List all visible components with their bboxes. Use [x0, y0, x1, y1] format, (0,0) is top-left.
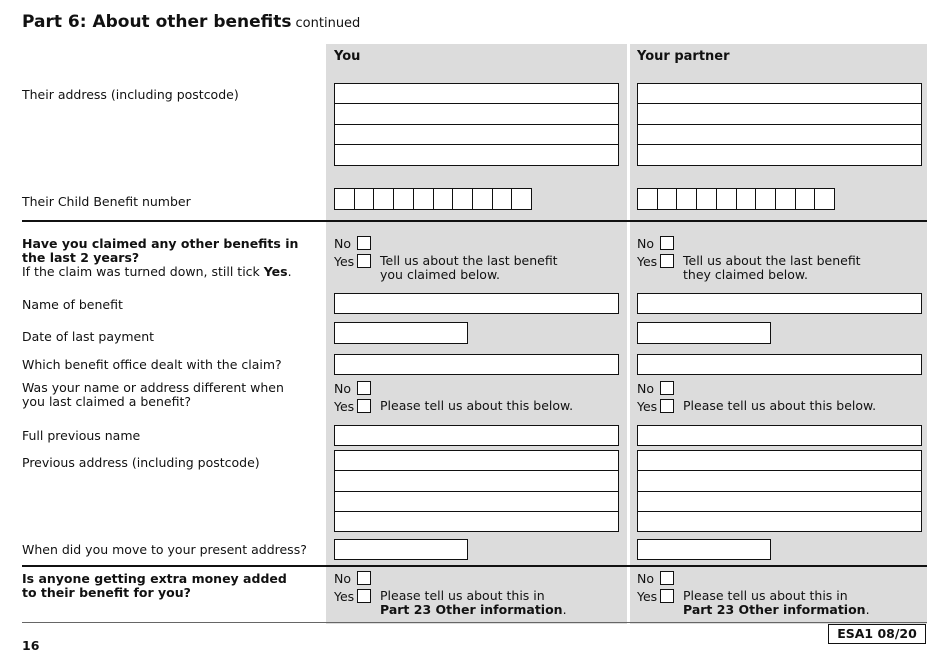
- note-line: Please tell us about this in: [380, 588, 545, 603]
- you-extra-no-option[interactable]: [334, 571, 380, 586]
- partner-claimed-yes-checkbox[interactable]: [660, 254, 674, 268]
- you-name-of-benefit-input[interactable]: [334, 293, 619, 314]
- partner-claimed-yes-option[interactable]: [637, 254, 861, 282]
- char-cell[interactable]: [433, 188, 454, 210]
- char-cell[interactable]: [472, 188, 493, 210]
- you-name-diff-note: Please tell us about this below.: [380, 398, 574, 413]
- no-label: No: [334, 571, 351, 586]
- char-cell[interactable]: [657, 188, 678, 210]
- you-benefit-office-input[interactable]: [334, 354, 619, 375]
- note-line: Tell us about the last benefit: [683, 253, 861, 268]
- partner-prev-address-line: [637, 491, 922, 492]
- you-claimed-no-option[interactable]: [334, 236, 380, 251]
- char-cell[interactable]: [696, 188, 717, 210]
- note-period: .: [865, 602, 870, 617]
- yes-label: Yes: [334, 589, 355, 604]
- note-period: .: [562, 602, 567, 617]
- you-child-benefit-number-field[interactable]: [334, 188, 531, 210]
- name-of-benefit-label: Name of benefit: [22, 297, 123, 312]
- date-last-payment-label: Date of last payment: [22, 329, 155, 344]
- you-extra-no-checkbox[interactable]: [357, 571, 371, 585]
- partner-prev-address-line: [637, 470, 922, 471]
- partner-extra-note: [683, 589, 870, 617]
- benefit-office-label: Which benefit office dealt with the claim?: [22, 357, 282, 372]
- part23-ref: Part 23 Other information: [683, 602, 866, 617]
- partner-extra-no-checkbox[interactable]: [660, 571, 674, 585]
- no-label: No: [637, 381, 654, 396]
- char-cell[interactable]: [354, 188, 375, 210]
- note-line: they claimed below.: [683, 267, 808, 282]
- extra-money-line2: to their benefit for you?: [22, 585, 191, 600]
- extra-money-label: [22, 572, 287, 600]
- partner-date-last-payment-input[interactable]: [637, 322, 771, 344]
- char-cell[interactable]: [413, 188, 434, 210]
- char-cell[interactable]: [676, 188, 697, 210]
- partner-full-previous-name-input[interactable]: [637, 425, 922, 446]
- partner-name-diff-note: Please tell us about this below.: [683, 398, 877, 413]
- note-line: Tell us about the last benefit: [380, 253, 558, 268]
- char-cell[interactable]: [755, 188, 776, 210]
- char-cell[interactable]: [775, 188, 796, 210]
- yes-label: Yes: [637, 254, 658, 269]
- form-reference: ESA1 08/20: [828, 624, 926, 644]
- yes-label: Yes: [637, 589, 658, 604]
- you-column-header: You: [334, 49, 361, 64]
- name-address-different-label: [22, 381, 284, 409]
- partner-extra-yes-option[interactable]: [637, 589, 870, 617]
- page-number: 16: [22, 638, 40, 653]
- partner-name-diff-yes-checkbox[interactable]: [660, 399, 674, 413]
- previous-address-label: Previous address (including postcode): [22, 455, 260, 470]
- note-line: Please tell us about this in: [683, 588, 848, 603]
- claimed-other-line2: the last 2 years?: [22, 250, 140, 265]
- you-claimed-yes-option[interactable]: [334, 254, 558, 282]
- you-move-date-input[interactable]: [334, 539, 468, 560]
- full-previous-name-label: Full previous name: [22, 428, 141, 443]
- you-name-diff-no-checkbox[interactable]: [357, 381, 371, 395]
- char-cell[interactable]: [511, 188, 532, 210]
- you-claimed-yes-note: [380, 254, 558, 282]
- bottom-rule: [22, 622, 927, 623]
- you-name-diff-yes-option[interactable]: [334, 399, 573, 414]
- you-prev-address-line: [334, 511, 619, 512]
- section-divider-2: [22, 565, 927, 567]
- char-cell[interactable]: [716, 188, 737, 210]
- you-claimed-yes-checkbox[interactable]: [357, 254, 371, 268]
- partner-child-benefit-number-field[interactable]: [637, 188, 834, 210]
- char-cell[interactable]: [393, 188, 414, 210]
- no-label: No: [334, 381, 351, 396]
- yes-label: Yes: [334, 399, 355, 414]
- partner-claimed-no-checkbox[interactable]: [660, 236, 674, 250]
- yes-label: Yes: [334, 254, 355, 269]
- char-cell[interactable]: [637, 188, 658, 210]
- you-extra-yes-option[interactable]: [334, 589, 567, 617]
- title-text: Part 6: About other benefits: [22, 12, 292, 32]
- you-name-diff-no-option[interactable]: [334, 381, 380, 396]
- note-line: you claimed below.: [380, 267, 500, 282]
- you-address-line: [334, 144, 619, 145]
- char-cell[interactable]: [452, 188, 473, 210]
- partner-name-diff-no-option[interactable]: [637, 381, 683, 396]
- you-prev-address-line: [334, 470, 619, 471]
- section-divider: [22, 220, 927, 222]
- char-cell[interactable]: [814, 188, 835, 210]
- partner-address-line: [637, 124, 922, 125]
- title-continued: continued: [295, 16, 361, 31]
- you-extra-note: [380, 589, 567, 617]
- partner-prev-address-line: [637, 511, 922, 512]
- yes-label: Yes: [637, 399, 658, 414]
- claimed-other-note-end: .: [287, 264, 292, 279]
- you-prev-address-line: [334, 491, 619, 492]
- char-cell[interactable]: [492, 188, 513, 210]
- you-date-last-payment-input[interactable]: [334, 322, 468, 344]
- extra-money-line1: Is anyone getting extra money added: [22, 571, 287, 586]
- name-address-diff-line1: Was your name or address different when: [22, 380, 284, 395]
- partner-name-diff-yes-option[interactable]: [637, 399, 876, 414]
- claimed-other-note: If the claim was turned down, still tick: [22, 264, 264, 279]
- partner-claimed-yes-note: [683, 254, 861, 282]
- page-title: [22, 12, 360, 32]
- claimed-other-note-yes: Yes: [263, 264, 288, 279]
- partner-move-date-input[interactable]: [637, 539, 771, 560]
- claimed-other-benefits-label: [22, 237, 298, 279]
- partner-claimed-no-option[interactable]: [637, 236, 683, 251]
- partner-extra-yes-checkbox[interactable]: [660, 589, 674, 603]
- you-extra-yes-checkbox[interactable]: [357, 589, 371, 603]
- partner-address-line: [637, 144, 922, 145]
- no-label: No: [334, 236, 351, 251]
- char-cell[interactable]: [373, 188, 394, 210]
- you-full-previous-name-input[interactable]: [334, 425, 619, 446]
- part23-ref: Part 23 Other information: [380, 602, 563, 617]
- char-cell[interactable]: [795, 188, 816, 210]
- char-cell[interactable]: [334, 188, 355, 210]
- partner-column-header: Your partner: [637, 49, 730, 64]
- you-name-diff-yes-checkbox[interactable]: [357, 399, 371, 413]
- name-address-diff-line2: you last claimed a benefit?: [22, 394, 191, 409]
- partner-name-diff-no-checkbox[interactable]: [660, 381, 674, 395]
- you-address-line: [334, 103, 619, 104]
- no-label: No: [637, 571, 654, 586]
- you-claimed-no-checkbox[interactable]: [357, 236, 371, 250]
- char-cell[interactable]: [736, 188, 757, 210]
- partner-name-of-benefit-input[interactable]: [637, 293, 922, 314]
- move-date-label: When did you move to your present address?: [22, 542, 307, 557]
- address-label: Their address (including postcode): [22, 87, 239, 102]
- child-benefit-number-label: Their Child Benefit number: [22, 194, 191, 209]
- no-label: No: [637, 236, 654, 251]
- partner-extra-no-option[interactable]: [637, 571, 683, 586]
- claimed-other-line1: Have you claimed any other benefits in: [22, 236, 299, 251]
- you-address-line: [334, 124, 619, 125]
- partner-benefit-office-input[interactable]: [637, 354, 922, 375]
- partner-address-line: [637, 103, 922, 104]
